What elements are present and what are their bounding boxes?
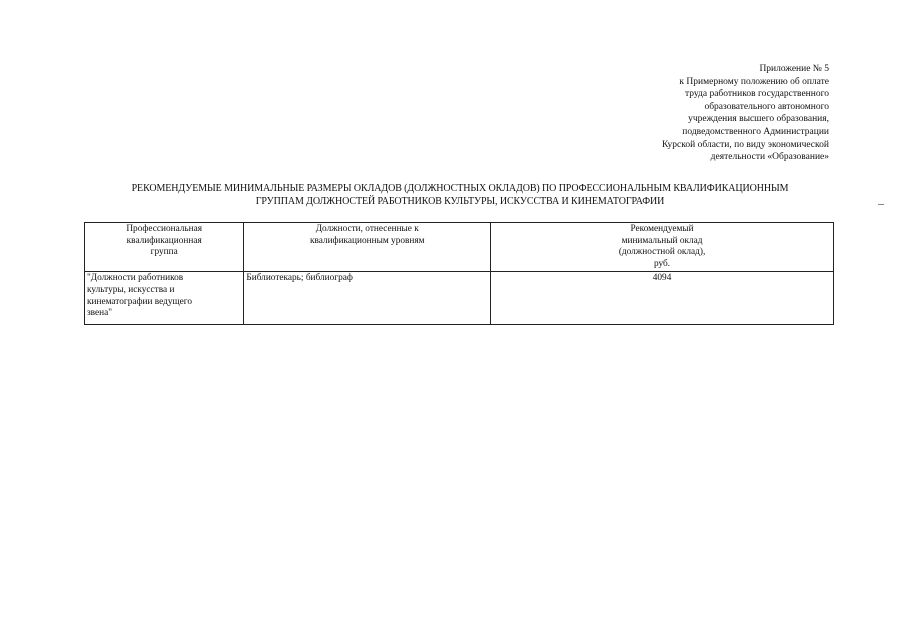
margin-mark: [878, 204, 884, 205]
appendix-line: подведомственного Администрации: [682, 126, 829, 137]
salary-table: [84, 222, 834, 325]
table-row: [85, 272, 834, 325]
appendix-note: [609, 63, 829, 164]
header-group: [85, 223, 244, 272]
appendix-line: труда работников государственного: [685, 89, 829, 100]
title-line-2: ГРУППАМ ДОЛЖНОСТЕЙ РАБОТНИКОВ КУЛЬТУРЫ, ИСКУССТВА И КИНЕМАТОГРАФИИ: [255, 195, 665, 207]
appendix-line: к Примерному положению об оплате: [679, 76, 829, 87]
cell-group: "Должности работников культуры, искусства и кинематографии ведущего звена": [85, 272, 244, 325]
cell-positions: Библиотекарь; библиограф: [244, 272, 491, 325]
title-line-1: РЕКОМЕНДУЕМЫЕ МИНИМАЛЬНЫЕ РАЗМЕРЫ ОКЛАДОВ (ДОЛЖНОСТНЫХ ОКЛАДОВ) ПО ПРОФЕССИОНАЛЬНЫМ КВАЛИФИКАЦИОННЫМ: [131, 183, 789, 194]
document-title: [60, 183, 860, 208]
header-salary: [491, 223, 834, 272]
appendix-line: образовательного автономного: [704, 101, 829, 112]
appendix-line: Курской области, по виду экономической: [661, 139, 829, 150]
table-header-row: [85, 223, 834, 272]
header-positions-text: Должности, отнесенные к квалификационным уровням: [309, 224, 425, 246]
appendix-line: Приложение № 5: [759, 64, 829, 74]
header-positions: [244, 223, 491, 272]
header-salary-text: Рекомендуемый минимальный оклад (должностной оклад), руб.: [618, 224, 706, 269]
appendix-line: деятельности «Образование»: [710, 152, 829, 163]
cell-salary: 4094: [491, 272, 834, 325]
header-group-text: Профессиональная квалификационная группа: [126, 224, 203, 258]
appendix-line: учреждения высшего образования,: [688, 114, 829, 125]
